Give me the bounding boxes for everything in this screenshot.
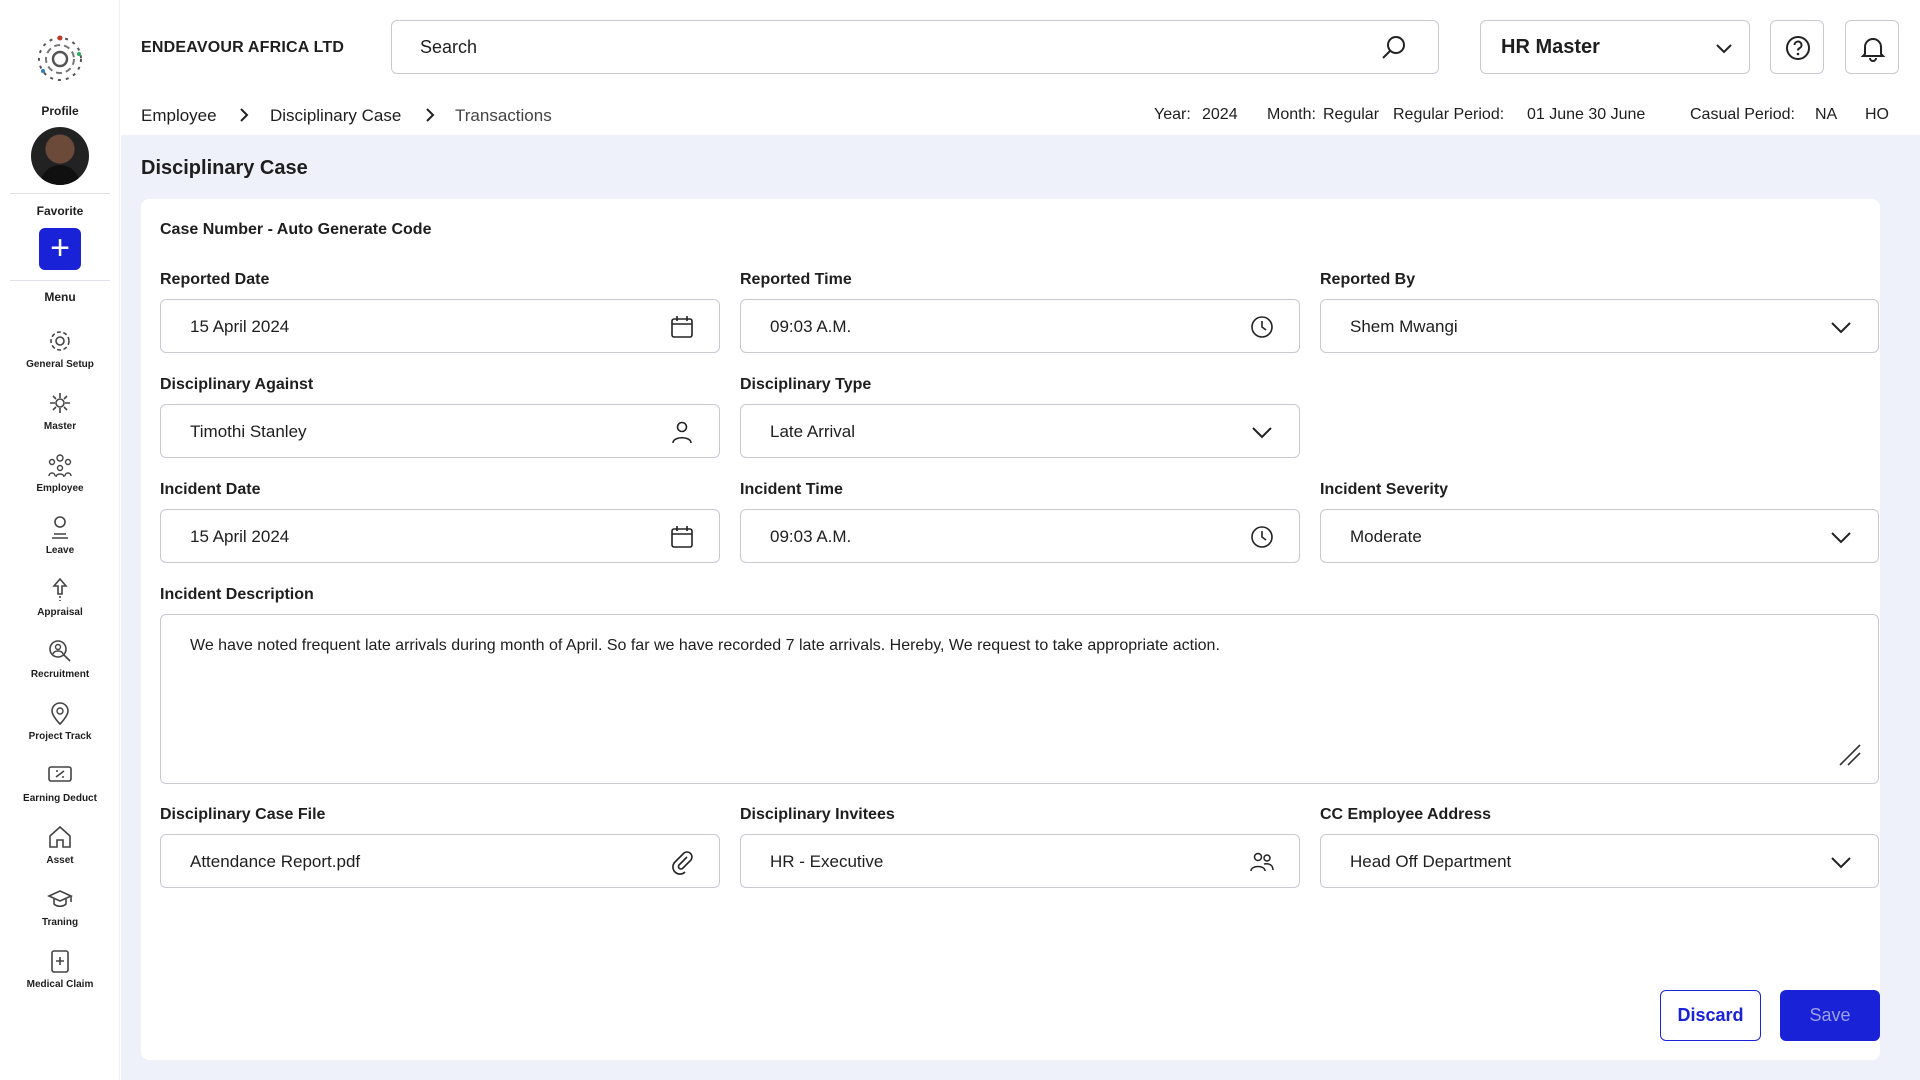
disciplinary-type-select[interactable] — [740, 404, 1300, 458]
sidebar-item-project-track[interactable] — [0, 700, 120, 756]
case-file-field[interactable] — [160, 834, 720, 888]
regular-period-label: Regular Period: — [1393, 106, 1505, 123]
appraisal-icon — [47, 576, 73, 602]
disciplinary-against-field[interactable] — [160, 404, 720, 458]
reported-date-label: Reported Date — [160, 271, 270, 288]
leave-icon — [47, 514, 73, 540]
module-select[interactable] — [1480, 20, 1750, 74]
reported-by-label: Reported By — [1320, 271, 1416, 288]
reported-date-field[interactable] — [160, 299, 720, 353]
page-title: Disciplinary Case — [141, 157, 308, 179]
chevron-down-icon — [1249, 419, 1275, 445]
calendar-icon[interactable] — [669, 314, 695, 340]
save-button[interactable]: Save — [1780, 990, 1880, 1041]
ho-label[interactable]: HO — [1865, 106, 1889, 123]
case-file-label: Disciplinary Case File — [160, 806, 326, 823]
employees-icon — [47, 452, 73, 478]
sidebar-item-master[interactable] — [0, 390, 120, 446]
incident-severity-value: Moderate — [1350, 527, 1422, 546]
reported-date-value: 15 April 2024 — [190, 317, 290, 336]
search-bar[interactable] — [391, 20, 1439, 74]
sidebar-item-employee[interactable] — [0, 452, 120, 508]
sidebar — [0, 0, 120, 1080]
disciplinary-against-value: Timothi Stanley — [190, 422, 307, 441]
attachment-icon[interactable] — [669, 849, 695, 875]
sidebar-item-label: Project Track — [28, 731, 92, 742]
earning-icon — [47, 762, 73, 788]
month-label: Month: — [1267, 106, 1316, 123]
reported-by-select[interactable] — [1320, 299, 1879, 353]
chevron-down-icon — [1828, 524, 1854, 550]
incident-description-label: Incident Description — [160, 586, 314, 603]
help-icon — [1784, 34, 1812, 62]
sidebar-item-label: Medical Claim — [26, 979, 94, 990]
month-value: Regular — [1323, 106, 1380, 123]
disciplinary-against-label: Disciplinary Against — [160, 376, 314, 393]
incident-description-value: We have noted frequent late arrivals during month of April. So far we have recorded 7 late arrivals. Hereby, We request to take appropriate action. — [190, 637, 1220, 654]
resize-handle-icon[interactable] — [1838, 743, 1862, 767]
cc-address-value: Head Off Department — [1350, 852, 1512, 871]
company-name: ENDEAVOUR AFRICA LTD — [141, 39, 345, 56]
sidebar-item-training[interactable] — [0, 886, 120, 942]
module-select-value: HR Master — [1501, 36, 1600, 58]
breadcrumb-employee[interactable]: Employee — [141, 106, 217, 125]
sidebar-item-label: Recruitment — [30, 669, 90, 680]
casual-period-label: Casual Period: — [1690, 106, 1795, 123]
sidebar-item-asset[interactable] — [0, 824, 120, 880]
incident-description-textarea[interactable] — [160, 614, 1879, 784]
chevron-down-icon — [1713, 37, 1735, 59]
chevron-down-icon — [1828, 849, 1854, 875]
recruitment-icon — [47, 638, 73, 664]
casual-period-value: NA — [1815, 106, 1838, 123]
reported-time-label: Reported Time — [740, 271, 852, 288]
regular-period-value: 01 June 30 June — [1527, 106, 1646, 123]
disciplinary-type-value: Late Arrival — [770, 422, 856, 441]
company-logo — [35, 34, 85, 84]
incident-time-label: Incident Time — [740, 481, 843, 498]
sidebar-item-medical-claim[interactable] — [0, 948, 120, 1004]
disciplinary-type-label: Disciplinary Type — [740, 376, 872, 393]
discard-button[interactable]: Discard — [1660, 990, 1761, 1041]
notifications-button[interactable] — [1845, 20, 1899, 74]
master-icon — [47, 390, 73, 416]
person-icon[interactable] — [669, 419, 695, 445]
profile-label: Profile — [41, 104, 79, 118]
add-favorite-button[interactable] — [39, 228, 81, 270]
year-value: 2024 — [1202, 106, 1238, 123]
incident-severity-select[interactable] — [1320, 509, 1879, 563]
clock-icon[interactable] — [1249, 524, 1275, 550]
sidebar-item-label: Appraisal — [37, 607, 83, 618]
divider — [10, 280, 110, 281]
help-button[interactable] — [1770, 20, 1824, 74]
calendar-icon[interactable] — [669, 524, 695, 550]
chevron-down-icon — [1828, 314, 1854, 340]
invitees-field[interactable] — [740, 834, 1300, 888]
sidebar-item-label: Leave — [45, 545, 75, 556]
sidebar-item-label: Earning Deduct — [23, 793, 97, 804]
sidebar-item-label: Asset — [46, 855, 74, 866]
sidebar-item-leave[interactable] — [0, 514, 120, 570]
reported-time-field[interactable] — [740, 299, 1300, 353]
sidebar-item-recruitment[interactable] — [0, 638, 120, 694]
group-icon[interactable] — [1249, 849, 1275, 875]
map-pin-icon — [47, 700, 73, 726]
sidebar-item-appraisal[interactable] — [0, 576, 120, 632]
sidebar-item-label: Employee — [36, 483, 84, 494]
menu-label: Menu — [44, 290, 76, 304]
bell-icon — [1859, 34, 1887, 62]
graduation-cap-icon — [47, 886, 73, 912]
favorite-label: Favorite — [36, 204, 84, 218]
divider — [10, 193, 110, 194]
chevron-right-icon — [422, 105, 438, 125]
reported-time-value: 09:03 A.M. — [770, 317, 852, 336]
breadcrumb-disciplinary-case[interactable]: Disciplinary Case — [270, 106, 402, 125]
sidebar-item-label: Traning — [41, 917, 79, 928]
incident-time-field[interactable] — [740, 509, 1300, 563]
home-icon — [47, 824, 73, 850]
sidebar-item-label: General Setup — [26, 359, 94, 370]
search-icon[interactable] — [1380, 34, 1408, 62]
incident-time-value: 09:03 A.M. — [770, 527, 852, 546]
sidebar-item-label: Master — [43, 421, 77, 432]
chevron-right-icon — [236, 105, 252, 125]
avatar[interactable] — [31, 127, 89, 185]
invitees-value: HR - Executive — [770, 852, 884, 871]
case-file-value: Attendance Report.pdf — [190, 852, 361, 871]
medical-claim-icon — [47, 948, 73, 974]
year-label: Year: — [1154, 106, 1191, 123]
case-number: Case Number - Auto Generate Code — [160, 221, 432, 238]
clock-icon[interactable] — [1249, 314, 1275, 340]
cc-address-select[interactable] — [1320, 834, 1879, 888]
sidebar-item-earning-deduct[interactable] — [0, 762, 120, 818]
incident-date-field[interactable] — [160, 509, 720, 563]
cc-address-label: CC Employee Address — [1320, 806, 1492, 823]
incident-severity-label: Incident Severity — [1320, 481, 1449, 498]
invitees-label: Disciplinary Invitees — [740, 806, 895, 823]
sidebar-item-general-setup[interactable] — [0, 328, 120, 384]
incident-date-value: 15 April 2024 — [190, 527, 290, 546]
breadcrumb-transactions[interactable]: Transactions — [455, 106, 552, 125]
incident-date-label: Incident Date — [160, 481, 261, 498]
reported-by-value: Shem Mwangi — [1350, 317, 1458, 336]
search-input[interactable] — [420, 21, 1320, 73]
plus-icon: + — [50, 229, 70, 267]
gear-icon — [47, 328, 73, 354]
